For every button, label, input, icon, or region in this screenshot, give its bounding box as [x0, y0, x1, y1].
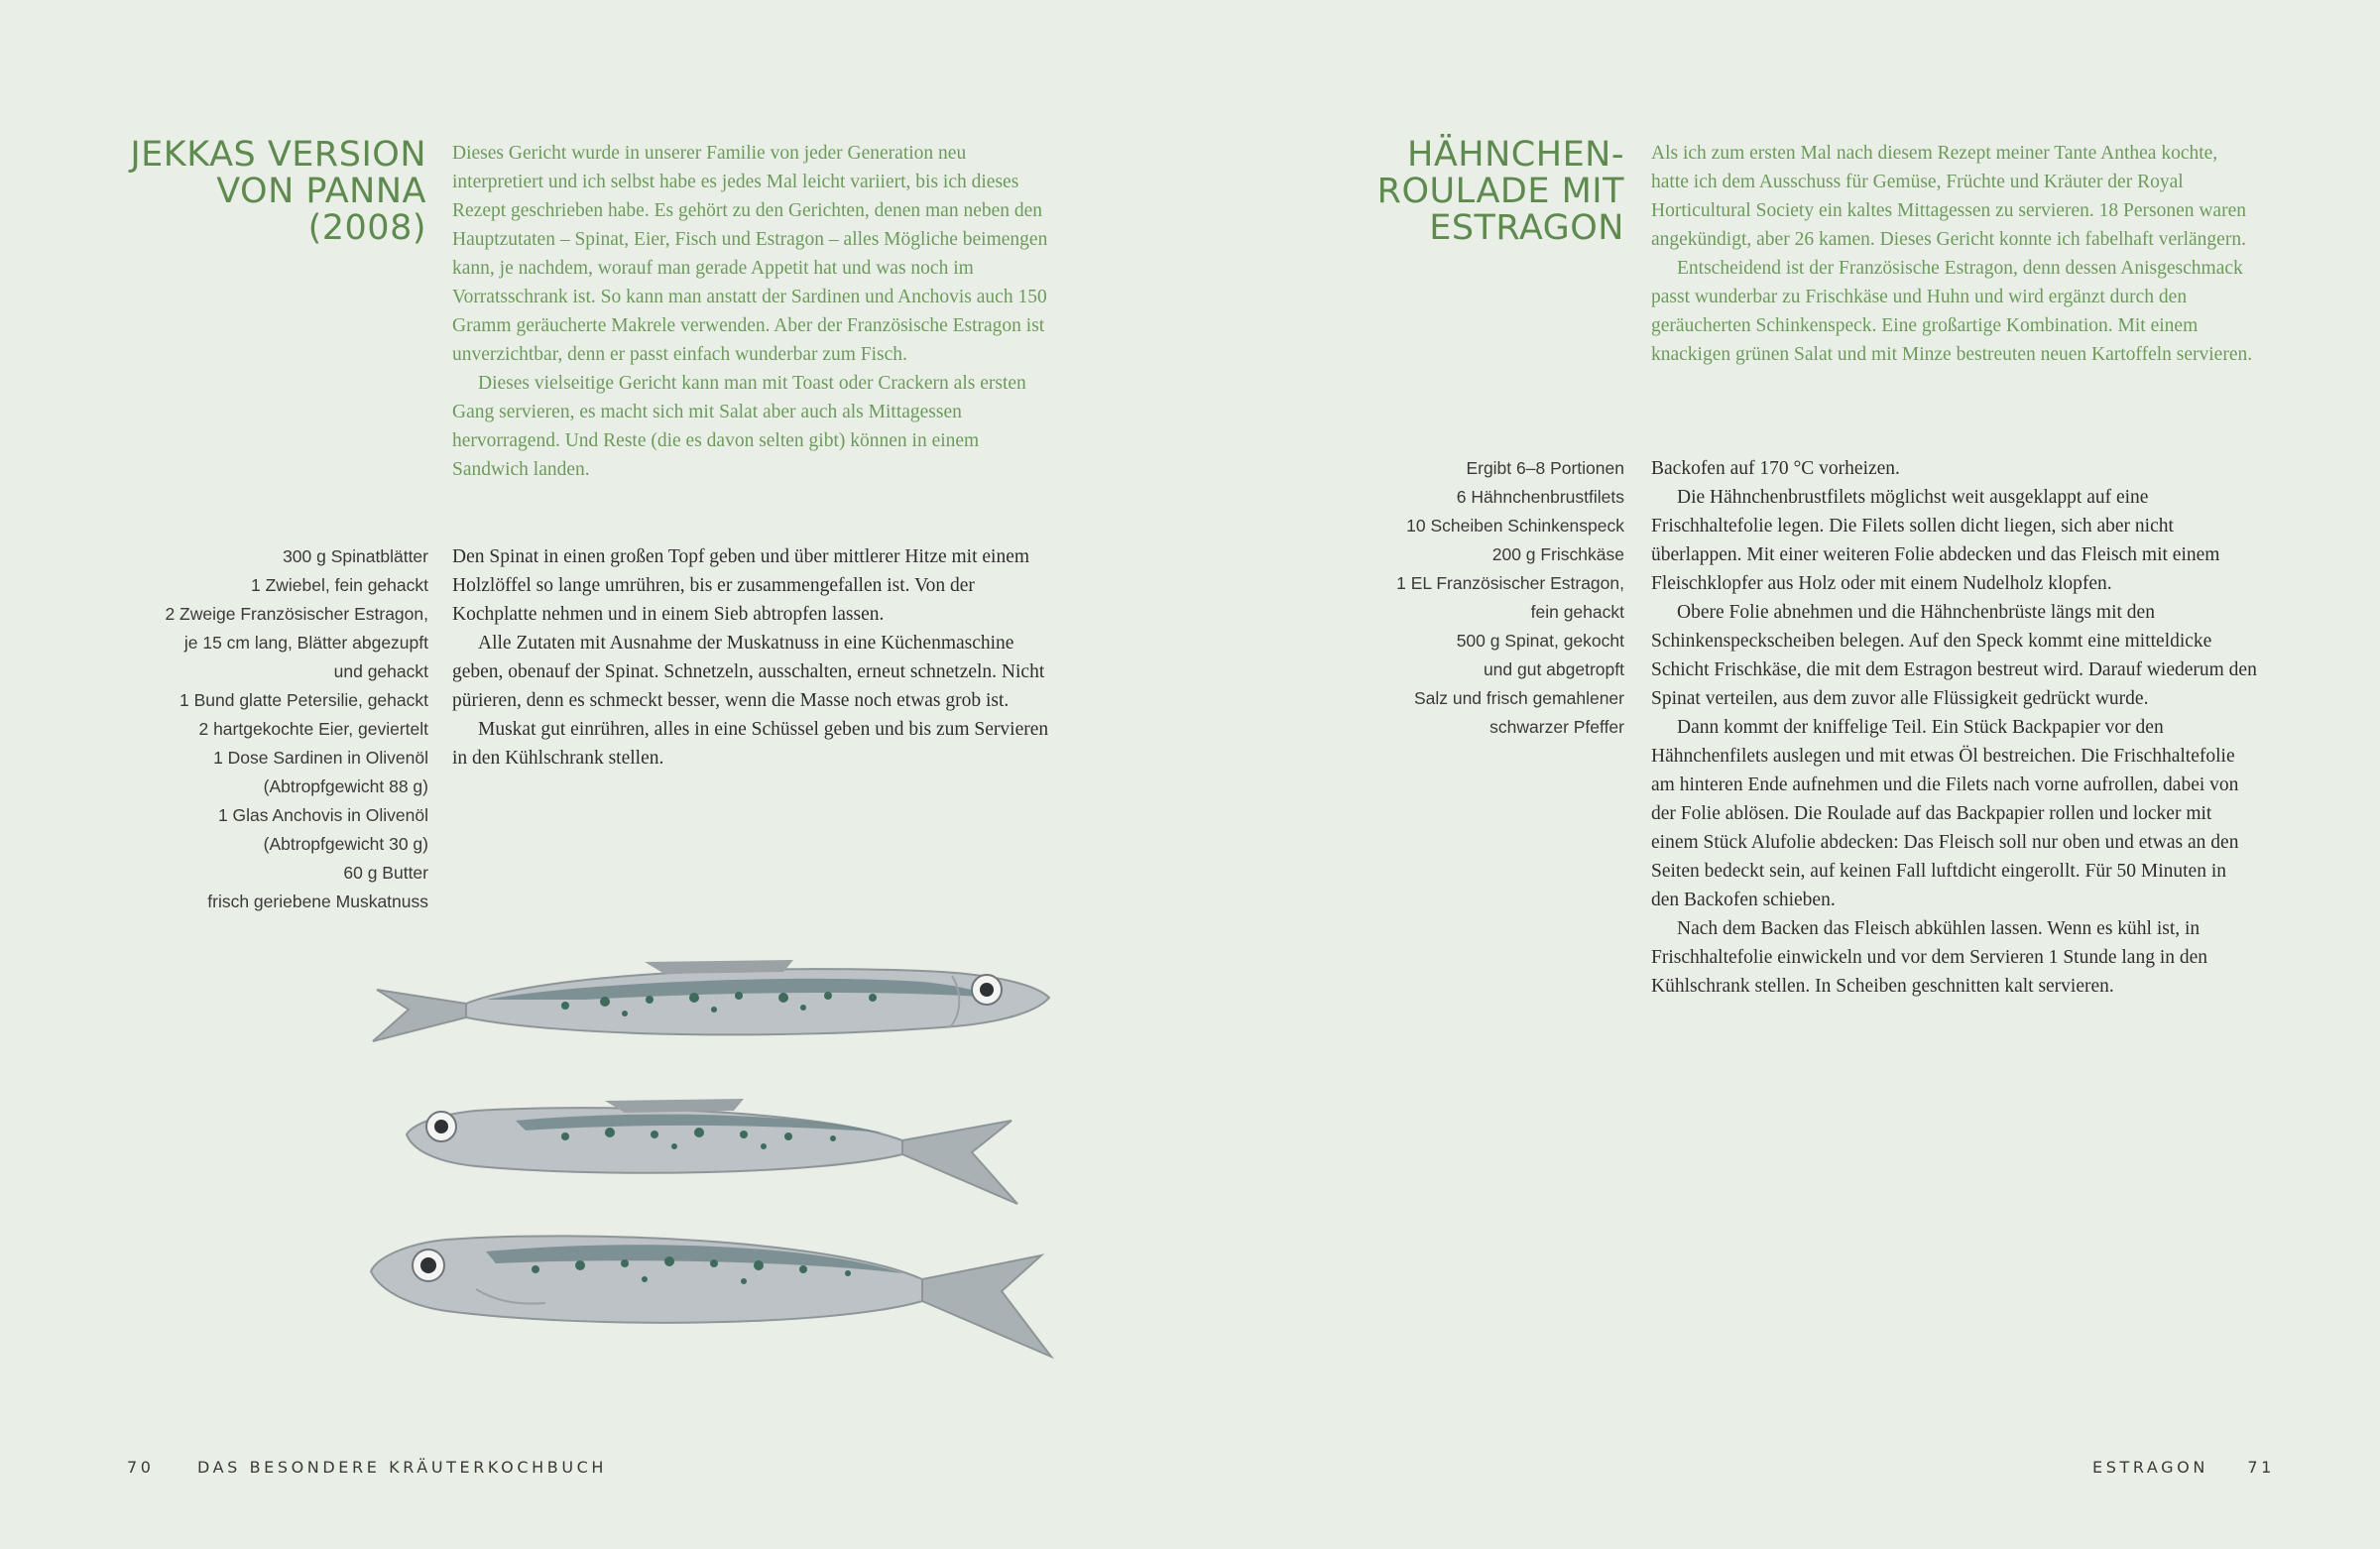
title-line: HÄHNCHEN-: [1407, 135, 1624, 175]
intro-paragraph: Dieses Gericht wurde in unserer Familie von jeder Generation neu interpretiert und ich selbst habe es jedes Mal leicht variiert, bis ich dieses Rezept geschrieben habe. Es gehört zu den Gerichten, denen man neben den Hauptzutaten – Spinat, Eier, Fisch und Estragon – alles Mögliche beimengen kann, je nachdem, worauf man gerade Appetit hat und was noch im Vorratsschrank ist. So kann man anstatt der Sardinen und Anchovis auch 150 Gramm geräucherte Makrele verwenden. Aber der Französische Estragon ist unverzichtbar, denn er passt einfach wunderbar zum Fisch.: [452, 143, 1048, 365]
method-paragraph: Den Spinat in einen großen Topf geben und über mittlerer Hitze mit einem Holzlöffel so lange umrühren, bis er zusammengefallen ist. Von der Kochplatte nehmen und in einem Sieb abtropfen lassen.: [452, 546, 1030, 625]
method-paragraph: Die Hähnchenbrustfilets möglichst weit ausgeklappt auf eine Frischhaltefolie legen. Die Filets sollen dicht liegen, sich aber nicht überlappen. Mit einer weiteren Folie abdecken und das Fleisch mit einem Fleischklopfer aus Holz oder mit einem Nudelholz klopfen.: [1651, 487, 2220, 594]
title-line: ROULADE MIT: [1376, 172, 1624, 211]
ingredient-line: 6 Hähnchenbrustfilets: [1456, 487, 1624, 507]
page-number: 71: [2247, 1458, 2275, 1477]
ingredient-line: 1 Dose Sardinen in Olivenöl: [213, 748, 428, 768]
method-paragraph: Muskat gut einrühren, alles in eine Schüssel geben und bis zum Servieren in den Kühlschrank stellen.: [452, 719, 1049, 769]
section-name: ESTRAGON: [2092, 1458, 2208, 1477]
ingredient-line: (Abtropfgewicht 30 g): [263, 834, 428, 854]
page-number: 70: [127, 1458, 155, 1477]
method-paragraph: Alle Zutaten mit Ausnahme der Muskatnuss in eine Küchenmaschine geben, obenauf der Spinat. Schnetzeln, ausschalten, erneut schnetzeln. Nicht pürieren, denn es schmeckt besser, wenn die Masse noch etwas grob ist.: [452, 633, 1045, 711]
method-paragraph: Obere Folie abnehmen und die Hähnchenbrüste längs mit den Schinkenspeckscheiben belegen. Auf den Speck kommt eine mitteldicke Schicht Frischkäse, die mit dem Estragon bestreut wird. Darauf wiederum den Spinat verteilen, aus dem zuvor alle Flüssigkeit gedrückt wurde.: [1651, 602, 2257, 709]
ingredient-line: 60 g Butter: [343, 863, 428, 883]
left-method-text: [452, 542, 1059, 773]
right-recipe-title: [1329, 137, 1624, 247]
ingredient-line: fein gehackt: [1530, 602, 1624, 622]
ingredient-line: frisch geriebene Muskatnuss: [207, 892, 428, 911]
title-line: VON PANNA: [216, 172, 426, 211]
ingredient-line: 2 hartgekochte Eier, geviertelt: [198, 719, 428, 739]
left-recipe-title: [129, 137, 426, 247]
left-ingredients-list: [139, 542, 428, 916]
ingredient-line: 1 Zwiebel, fein gehackt: [251, 575, 428, 595]
ingredient-line: 10 Scheiben Schinkenspeck: [1406, 516, 1624, 536]
right-footer: [2092, 1458, 2275, 1477]
ingredient-line: Ergibt 6–8 Portionen: [1466, 458, 1624, 478]
right-intro-text: [1651, 139, 2258, 369]
ingredient-line: 500 g Spinat, gekocht: [1456, 631, 1624, 651]
intro-paragraph: Als ich zum ersten Mal nach diesem Rezept meiner Tante Anthea kochte, hatte ich dem Ausschuss für Gemüse, Früchte und Kräuter der Royal Horticultural Society ein kaltes Mittagessen zu servieren. 18 Personen waren angekündigt, aber 26 kamen. Dieses Gericht konnte ich fabelhaft verlängern.: [1651, 143, 2246, 250]
title-line: (2008): [307, 208, 426, 248]
right-method-text: [1651, 454, 2258, 1001]
method-paragraph: Dann kommt der kniffelige Teil. Ein Stück Backpapier vor den Hähnchenfilets auslegen und mit etwas Öl bestreichen. Die Frischhaltefolie am hinteren Ende aufnehmen und die Filets nach vorne aufrollen, dabei von der Folie ablösen. Die Roulade auf das Backpapier rollen und locker mit einem Stück Alufolie abdecken: Das Fleisch soll nur oben und etwas an den Seiten bedeckt sein, auf keinen Fall luftdicht eingerollt. Für 50 Minuten in den Backofen schieben.: [1651, 717, 2239, 910]
book-title: DAS BESONDERE KRÄUTERKOCHBUCH: [196, 1458, 608, 1477]
sardines-illustration: [367, 942, 1081, 1418]
ingredient-line: je 15 cm lang, Blätter abgezupft: [183, 633, 428, 653]
right-ingredients-list: [1329, 454, 1624, 742]
method-paragraph: Nach dem Backen das Fleisch abkühlen lassen. Wenn es kühl ist, in Frischhaltefolie einwickeln und vor dem Servieren 1 Stunde lang in den Kühlschrank stellen. In Scheiben geschnitten kalt servieren.: [1651, 918, 2208, 997]
ingredient-line: (Abtropfgewicht 88 g): [263, 776, 428, 796]
sardine-bottom: [371, 1236, 1051, 1357]
ingredient-line: 300 g Spinatblätter: [283, 546, 428, 566]
title-line: JEKKAS VERSION: [130, 135, 426, 175]
intro-paragraph: Entscheidend ist der Französische Estragon, denn dessen Anisgeschmack passt wunderbar zu Frischkäse und Huhn und wird ergänzt durch den geräucherten Schinkenspeck. Eine großartige Kombination. Mit einem knackigen grünen Salat und mit Minze bestreuten neuen Kartoffeln servieren.: [1651, 258, 2253, 365]
ingredient-line: Salz und frisch gemahlener: [1413, 688, 1624, 708]
left-intro-text: [452, 139, 1059, 484]
ingredient-line: und gehackt: [333, 661, 428, 681]
ingredient-line: 1 Bund glatte Petersilie, gehackt: [179, 690, 428, 710]
sardine-top: [373, 960, 1049, 1041]
method-paragraph: Backofen auf 170 °C vorheizen.: [1651, 458, 1900, 479]
ingredient-line: und gut abgetropft: [1483, 659, 1624, 679]
ingredient-line: 2 Zweige Französischer Estragon,: [165, 604, 428, 624]
ingredient-line: schwarzer Pfeffer: [1489, 717, 1624, 737]
sardine-middle: [407, 1099, 1017, 1204]
left-footer: [127, 1458, 607, 1477]
title-line: ESTRAGON: [1429, 208, 1624, 248]
ingredient-line: 1 EL Französischer Estragon,: [1396, 573, 1624, 593]
ingredient-line: 1 Glas Anchovis in Olivenöl: [217, 805, 428, 825]
ingredient-line: 200 g Frischkäse: [1491, 544, 1624, 564]
intro-paragraph: Dieses vielseitige Gericht kann man mit Toast oder Crackern als ersten Gang servieren, es macht sich mit Salat aber auch als Mittagessen hervorragend. Und Reste (die es davon selten gibt) können in einem Sandwich landen.: [452, 373, 1026, 480]
